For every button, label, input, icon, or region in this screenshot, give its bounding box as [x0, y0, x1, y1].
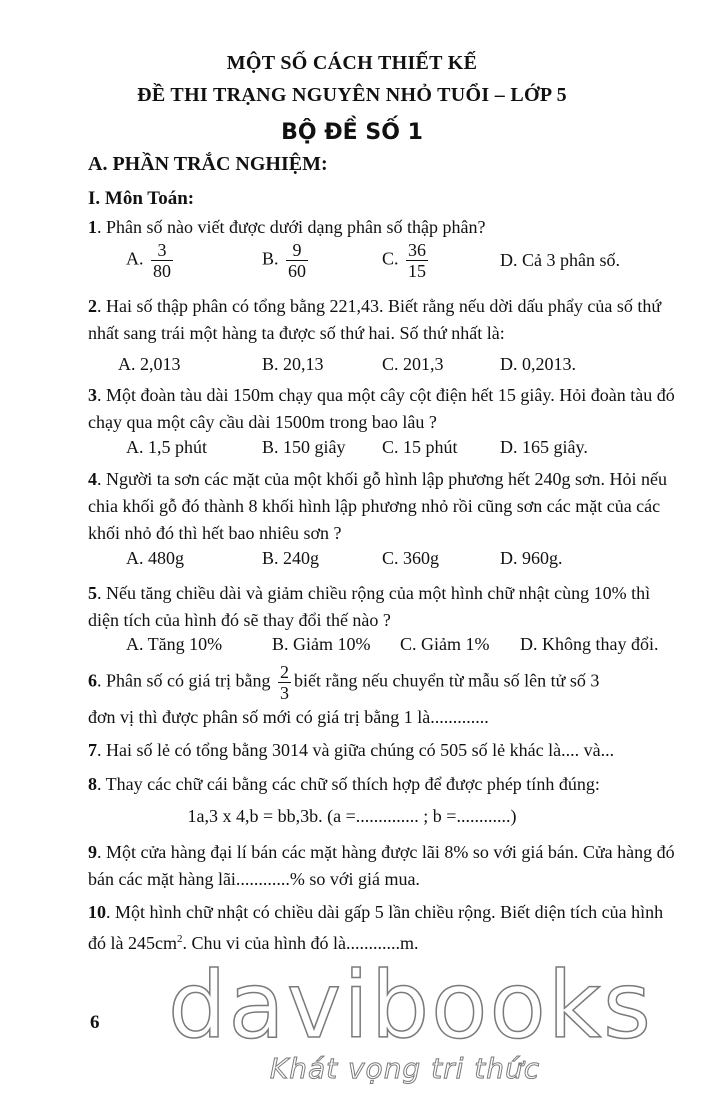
question-1	[88, 214, 676, 241]
question-6-line-2: đơn vị thì được phân số mới có giá trị bằng 1 là.............	[88, 707, 489, 727]
page-number: 6	[90, 1012, 100, 1033]
option-c: C. $\frac{36}{15}$	[382, 240, 427, 281]
question-2: 2. Hai số thập phân có tổng bằng 221,43. Biết rằng nếu dời dấu phẩy của số thứ nhất sang trái một hàng ta được số thứ hai. Số thứ nhất là:	[88, 296, 662, 343]
question-7: 7. Hai số lẻ có tổng bằng 3014 và giữa chúng có 505 số lẻ khác là.... và...	[88, 740, 615, 760]
subject-heading-math: I. Môn Toán:	[88, 188, 195, 209]
question-text-cont: . Chu vi của hình đó là............m.	[182, 933, 419, 953]
question-text: . Phân số có giá trị bằng	[97, 670, 271, 691]
option-c: C. 201,3	[382, 354, 444, 374]
fraction: $\frac{36}{15}$	[408, 240, 427, 281]
option-d: D. 960g.	[500, 548, 563, 568]
question-number: 1	[88, 217, 97, 237]
option-d: D. Cả 3 phân số.	[500, 250, 620, 270]
header-line-2: ĐỀ THI TRẠNG NGUYÊN NHỎ TUỔI – LỚP 5	[137, 84, 567, 106]
question-text: . Một hình chữ nhật có chiều dài gấp 5 lần chiều rộng. Biết diện tích của hình đó là 245cm	[88, 902, 664, 953]
option-b: B. 240g	[262, 548, 320, 568]
option-b: B. 150 giây	[262, 437, 346, 457]
question-text: . Phân số nào viết được dưới dạng phân số thập phân?	[97, 217, 486, 237]
watermark-tagline: Khát vọng tri thức	[269, 1052, 541, 1085]
option-c: C. 360g	[382, 548, 440, 568]
option-d: D. 0,2013.	[500, 354, 576, 374]
section-heading-a: A. PHẦN TRẮC NGHIỆM:	[88, 153, 328, 175]
question-text: . Hai số thập phân có tổng bằng 221,43. Biết rằng nếu dời dấu phẩy của số thứ nhất sang trái một hàng ta được số thứ hai. Số thứ nhất là:	[88, 296, 662, 343]
question-text: . Thay các chữ cái bằng các chữ số thích hợp để được phép tính đúng:	[97, 774, 600, 794]
option-c: C. 15 phút	[382, 437, 458, 457]
option-a: A. 2,013	[118, 354, 181, 374]
question-5: 5. Nếu tăng chiều dài và giảm chiều rộng của một hình chữ nhật cùng 10% thì diện tích của hình đó sẽ thay đổi thế nào ?	[88, 583, 651, 630]
question-4: 4. Người ta sơn các mặt của một khối gỗ hình lập phương hết 240g sơn. Hỏi nếu chia khối gỗ đó thành 8 khối hình lập phương nhỏ rồi cũng sơn các mặt của các khối nhỏ đó thì hết bao nhiêu sơn ?	[88, 469, 667, 543]
fraction: $\frac{2}{3}$	[279, 662, 289, 703]
superscript: 2	[176, 933, 183, 945]
option-b: B. Giảm 10%	[272, 634, 371, 654]
option-a: A. 1,5 phút	[126, 437, 207, 457]
question-text: . Một cửa hàng đại lí bán các mặt hàng được lãi 8% so với giá bán. Cửa hàng đó bán các mặt hàng lãi............% so với giá mua.	[88, 842, 675, 889]
question-text-cont: biết rằng nếu chuyển từ mẫu số lên tử số 3	[293, 670, 600, 691]
option-d: D. Không thay đổi.	[520, 634, 659, 654]
question-3: 3. Một đoàn tàu dài 150m chạy qua một cây cột điện hết 15 giây. Hỏi đoàn tàu đó chạy qua một cây cầu dài 1500m trong bao lâu ?	[88, 385, 675, 432]
option-d: D. 165 giây.	[500, 437, 588, 457]
question-9: 9. Một cửa hàng đại lí bán các mặt hàng được lãi 8% so với giá bán. Cửa hàng đó bán các mặt hàng lãi............% so với giá mua.	[88, 842, 675, 889]
question-text: . Người ta sơn các mặt của một khối gỗ hình lập phương hết 240g sơn. Hỏi nếu chia khối gỗ đó thành 8 khối hình lập phương nhỏ rồi cũng sơn các mặt của các khối nhỏ đó thì hết bao nhiêu sơn ?	[88, 469, 667, 543]
option-a: A. 480g	[126, 548, 184, 568]
question-8-expression: 1a,3 x 4,b = bb,3b. (a =.............. ; b =............)	[187, 806, 517, 826]
option-c: C. Giảm 1%	[400, 634, 490, 654]
header-line-1: MỘT SỐ CÁCH THIẾT KẾ	[226, 52, 478, 74]
option-b: B. 20,13	[262, 354, 324, 374]
option-b: B. $\frac{9}{60}$	[262, 240, 307, 281]
fraction: $\frac{3}{80}$	[153, 240, 171, 281]
question-text: . Nếu tăng chiều dài và giảm chiều rộng của một hình chữ nhật cùng 10% thì diện tích của hình đó sẽ thay đổi thế nào ?	[88, 583, 651, 630]
fraction: $\frac{9}{60}$	[288, 240, 307, 281]
option-a: A. $\frac{3}{80}$	[126, 240, 171, 281]
exam-set-title: BỘ ĐỀ SỐ 1	[281, 120, 423, 145]
question-8: 8. Thay các chữ cái bằng các chữ số thích hợp để được phép tính đúng:	[88, 774, 600, 794]
question-10: 10. Một hình chữ nhật có chiều dài gấp 5 lần chiều rộng. Biết diện tích của hình đó là $245cm^2$. Chu vi của hình đó là............m.	[88, 902, 664, 953]
question-6: 6. Phân số có giá trị bằng $\frac{2}{3}$ biết rằng nếu chuyển từ mẫu số lên tử số 3	[88, 662, 600, 703]
question-text: . Hai số lẻ có tổng bằng 3014 và giữa chúng có 505 số lẻ khác là.... và...	[97, 740, 615, 760]
question-text: . Một đoàn tàu dài 150m chạy qua một cây cột điện hết 15 giây. Hỏi đoàn tàu đó chạy qua một cây cầu dài 1500m trong bao lâu ?	[88, 385, 675, 432]
option-a: A. Tăng 10%	[126, 634, 223, 654]
watermark-logo: davibooks	[168, 952, 653, 1059]
